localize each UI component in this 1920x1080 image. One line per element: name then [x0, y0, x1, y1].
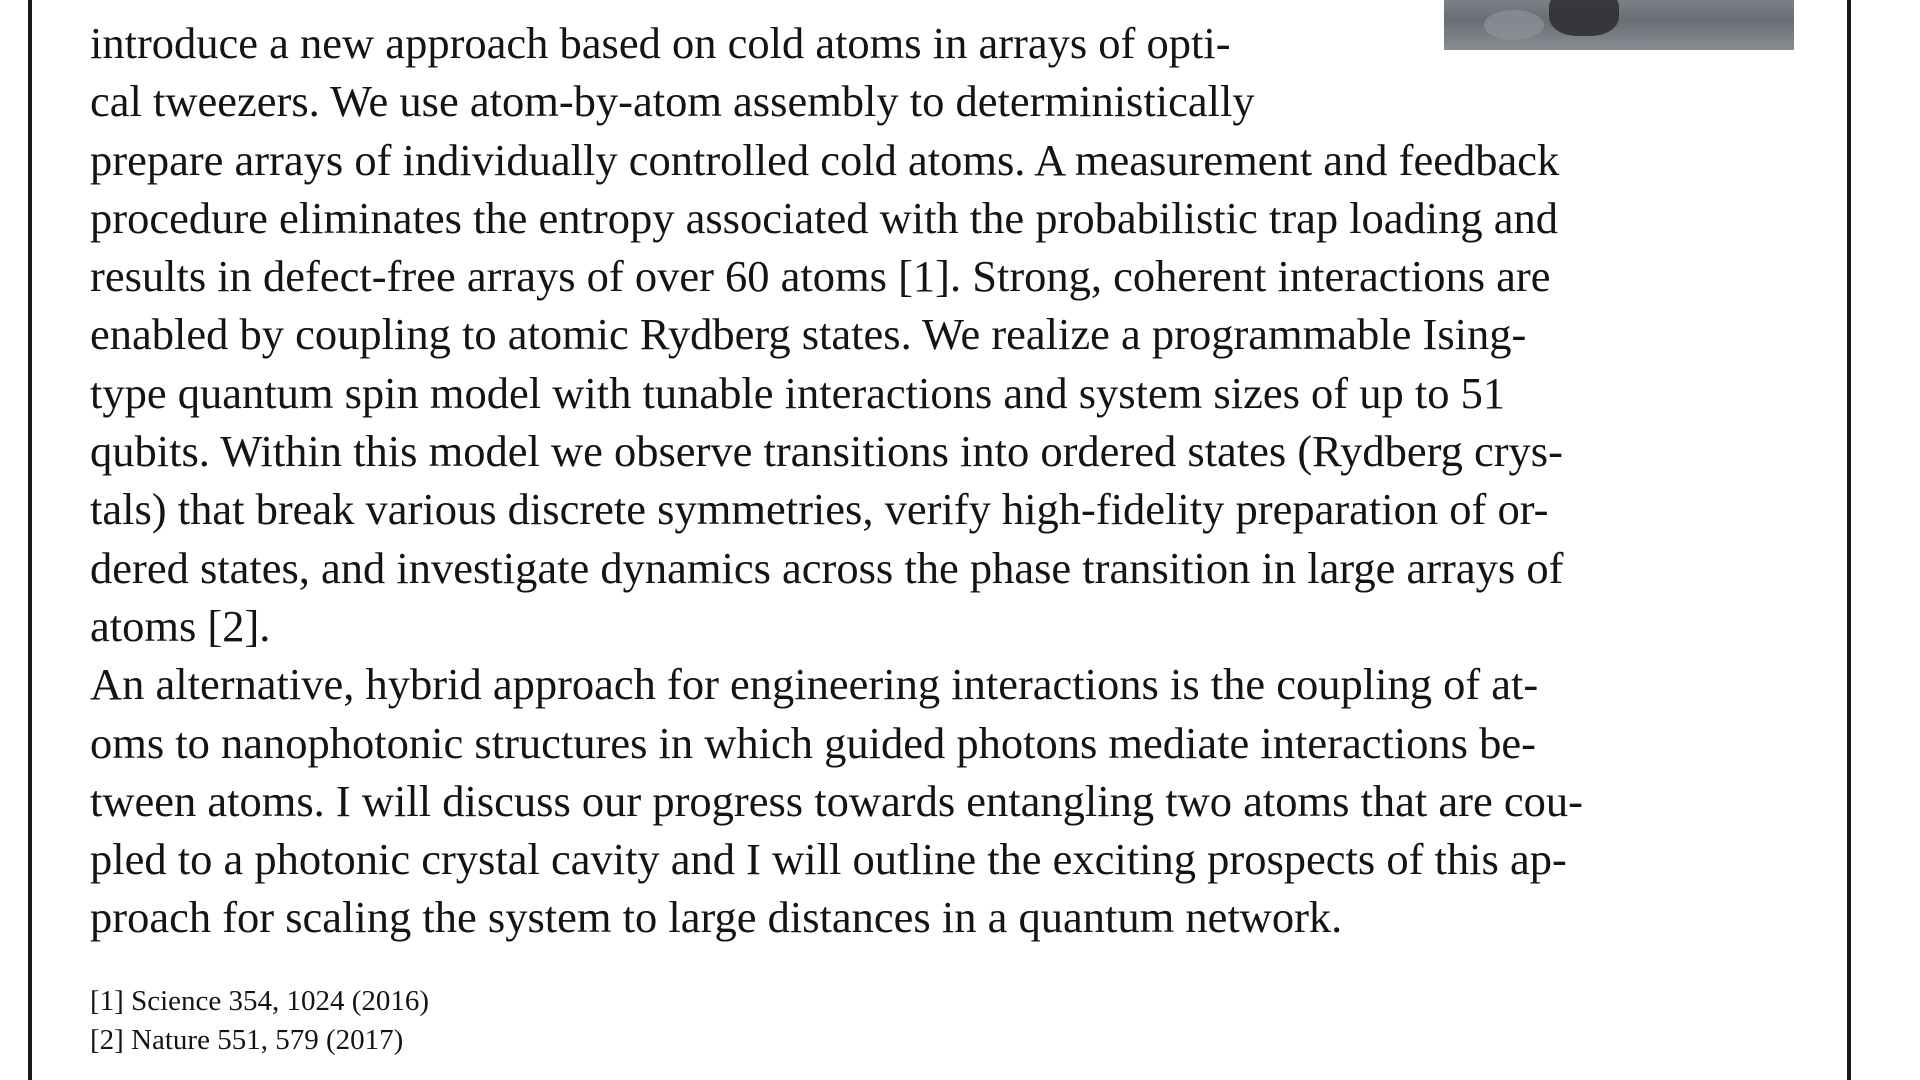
- abstract-line: An alternative, hybrid approach for engineering interactions is the coupling of at-: [90, 659, 1539, 710]
- abstract-line: prepare arrays of individually controlled cold atoms. A measurement and feedback: [90, 134, 1560, 185]
- abstract-line: pled to a photonic crystal cavity and I will outline the exciting prospects of this ap-: [90, 834, 1567, 885]
- abstract-line: proach for scaling the system to large distances in a quantum network.: [90, 892, 1343, 943]
- abstract-line: introduce a new approach based on cold atoms in arrays of opti-: [90, 18, 1231, 68]
- abstract-line: tween atoms. I will discuss our progress towards entangling two atoms that are cou-: [90, 775, 1583, 826]
- abstract-line: oms to nanophotonic structures in which guided photons mediate interactions be-: [90, 717, 1536, 768]
- abstract-line: cal tweezers. We use atom-by-atom assembly to deterministically: [90, 76, 1255, 127]
- abstract-text: [90, 14, 1850, 947]
- references: [90, 982, 429, 1060]
- abstract-line: results in defect-free arrays of over 60 atoms [1]. Strong, coherent interactions are: [90, 251, 1551, 302]
- reference-item: [1] Science 354, 1024 (2016): [90, 985, 430, 1017]
- abstract-line: type quantum spin model with tunable interactions and system sizes of up to 51: [90, 367, 1506, 418]
- abstract-line: dered states, and investigate dynamics across the phase transition in large arrays of: [90, 542, 1564, 593]
- abstract-line: tals) that break various discrete symmetries, verify high-fidelity preparation of or-: [90, 484, 1549, 535]
- abstract-line: procedure eliminates the entropy associated with the probabilistic trap loading and: [90, 192, 1559, 243]
- abstract-line: atoms [2].: [90, 600, 271, 651]
- abstract-line: enabled by coupling to atomic Rydberg states. We realize a programmable Ising-: [90, 309, 1527, 360]
- abstract-line: qubits. Within this model we observe transitions into ordered states (Rydberg crys-: [90, 426, 1563, 477]
- reference-item: [2] Nature 551, 579 (2017): [90, 1024, 404, 1056]
